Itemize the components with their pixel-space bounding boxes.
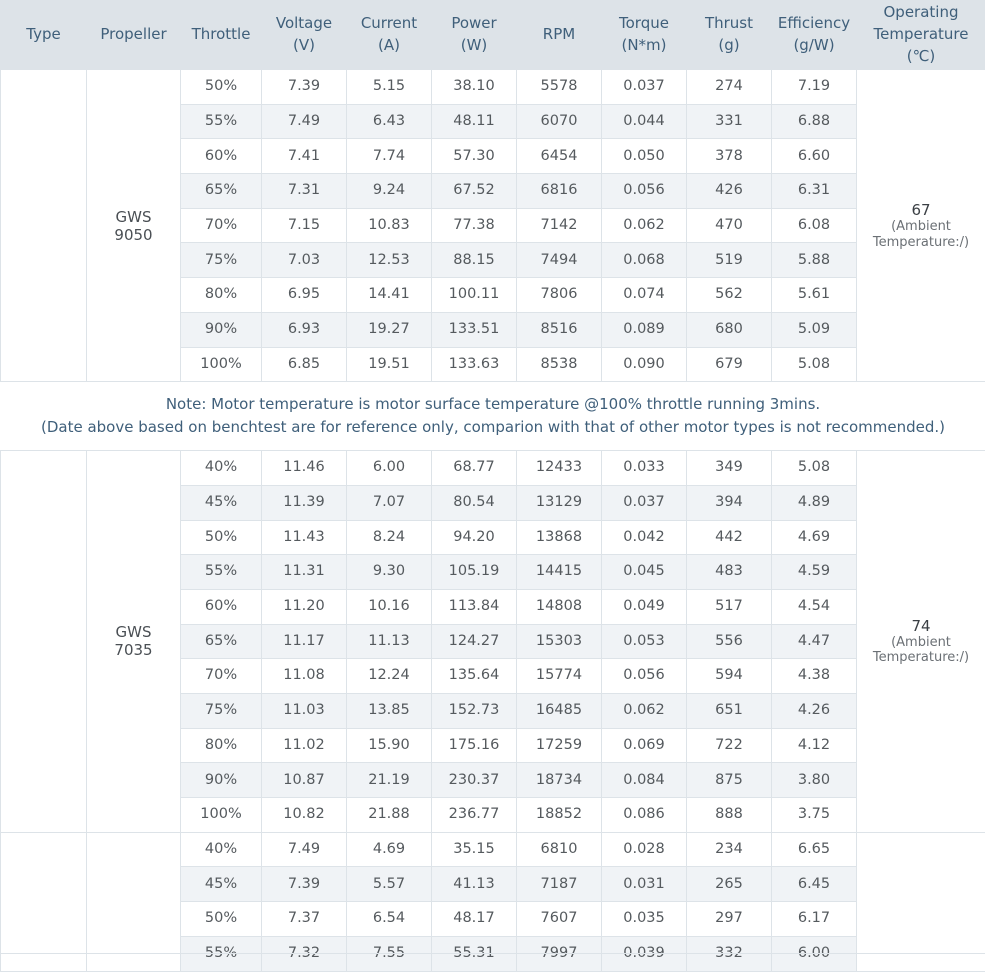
throttle-cell: 50% (181, 520, 262, 555)
power-cell: 124.27 (432, 624, 517, 659)
header-current-label: Current (347, 13, 431, 35)
voltage-cell: 11.43 (262, 520, 347, 555)
current-cell: 11.13 (347, 624, 432, 659)
power-cell: 94.20 (432, 520, 517, 555)
power-cell: 48.11 (432, 104, 517, 139)
rpm-cell: 7607 (517, 902, 602, 937)
throttle-cell: 60% (181, 589, 262, 624)
throttle-cell: 40% (181, 451, 262, 486)
throttle-cell: 45% (181, 867, 262, 902)
current-cell: 12.53 (347, 243, 432, 278)
voltage-cell: 11.31 (262, 555, 347, 590)
power-cell: 175.16 (432, 728, 517, 763)
ambient-temperature-label: Temperature:/) (857, 650, 985, 666)
power-cell: 236.77 (432, 798, 517, 833)
propeller-name-line: GWS (87, 623, 180, 641)
efficiency-cell: 4.38 (772, 659, 857, 694)
thrust-cell: 875 (687, 763, 772, 798)
rpm-cell: 7187 (517, 867, 602, 902)
throttle-cell: 75% (181, 694, 262, 729)
power-cell: 55.31 (432, 936, 517, 971)
current-cell: 7.74 (347, 139, 432, 174)
header-operating-temperature (857, 1, 985, 70)
type-cell (1, 832, 87, 971)
header-torque-unit: (N*m) (602, 35, 686, 57)
efficiency-cell: 6.00 (772, 936, 857, 971)
voltage-cell: 7.31 (262, 174, 347, 209)
efficiency-cell: 4.12 (772, 728, 857, 763)
thrust-cell: 378 (687, 139, 772, 174)
bottom-border (0, 953, 985, 954)
rpm-cell: 6454 (517, 139, 602, 174)
power-cell: 100.11 (432, 278, 517, 313)
rpm-cell: 13129 (517, 485, 602, 520)
power-cell: 48.17 (432, 902, 517, 937)
torque-cell: 0.045 (602, 555, 687, 590)
ambient-temperature-label: (Ambient (857, 635, 985, 651)
torque-cell: 0.039 (602, 936, 687, 971)
operating-temperature-cell (857, 451, 985, 833)
header-power (432, 1, 517, 70)
current-cell: 6.54 (347, 902, 432, 937)
throttle-cell: 80% (181, 728, 262, 763)
voltage-cell: 7.49 (262, 832, 347, 867)
voltage-cell: 11.20 (262, 589, 347, 624)
thrust-cell: 556 (687, 624, 772, 659)
efficiency-cell: 6.88 (772, 104, 857, 139)
ambient-temperature-label: (Ambient (857, 219, 985, 235)
voltage-cell: 7.49 (262, 104, 347, 139)
torque-cell: 0.056 (602, 659, 687, 694)
efficiency-cell: 4.47 (772, 624, 857, 659)
note-line-1: Note: Motor temperature is motor surface temperature @100% throttle running 3mins. (1, 393, 985, 416)
voltage-cell: 11.46 (262, 451, 347, 486)
thrust-cell: 442 (687, 520, 772, 555)
block-next-propeller (1, 832, 985, 971)
torque-cell: 0.053 (602, 624, 687, 659)
thrust-cell: 332 (687, 936, 772, 971)
torque-cell: 0.031 (602, 867, 687, 902)
efficiency-cell: 5.08 (772, 347, 857, 382)
header-current (347, 1, 432, 70)
voltage-cell: 11.02 (262, 728, 347, 763)
current-cell: 10.16 (347, 589, 432, 624)
thrust-cell: 265 (687, 867, 772, 902)
operating-temperature-cell (857, 70, 985, 382)
voltage-cell: 11.17 (262, 624, 347, 659)
current-cell: 7.55 (347, 936, 432, 971)
voltage-cell: 11.39 (262, 485, 347, 520)
power-cell: 41.13 (432, 867, 517, 902)
propeller-cell (87, 70, 181, 382)
rpm-cell: 6810 (517, 832, 602, 867)
throttle-cell: 55% (181, 936, 262, 971)
power-cell: 88.15 (432, 243, 517, 278)
torque-cell: 0.089 (602, 312, 687, 347)
throttle-cell: 60% (181, 139, 262, 174)
torque-cell: 0.049 (602, 589, 687, 624)
header-torque-label: Torque (602, 13, 686, 35)
thrust-cell: 594 (687, 659, 772, 694)
rpm-cell: 7142 (517, 208, 602, 243)
throttle-cell: 70% (181, 208, 262, 243)
torque-cell: 0.062 (602, 208, 687, 243)
throttle-cell: 80% (181, 278, 262, 313)
torque-cell: 0.090 (602, 347, 687, 382)
rpm-cell: 14808 (517, 589, 602, 624)
current-cell: 9.30 (347, 555, 432, 590)
torque-cell: 0.050 (602, 139, 687, 174)
ambient-temperature-label: Temperature:/) (857, 235, 985, 251)
torque-cell: 0.068 (602, 243, 687, 278)
header-power-label: Power (432, 13, 516, 35)
header-thrust-label: Thrust (687, 13, 771, 35)
header-type: Type (1, 1, 87, 70)
current-cell: 5.15 (347, 70, 432, 105)
voltage-cell: 11.08 (262, 659, 347, 694)
header-efficiency-unit: (g/W) (772, 35, 856, 57)
voltage-cell: 7.39 (262, 867, 347, 902)
throttle-cell: 90% (181, 312, 262, 347)
thrust-cell: 562 (687, 278, 772, 313)
current-cell: 12.24 (347, 659, 432, 694)
header-voltage (262, 1, 347, 70)
header-efficiency (772, 1, 857, 70)
thrust-cell: 274 (687, 70, 772, 105)
rpm-cell: 18852 (517, 798, 602, 833)
header-propeller: Propeller (87, 1, 181, 70)
thrust-cell: 470 (687, 208, 772, 243)
rpm-cell: 6816 (517, 174, 602, 209)
thrust-cell: 483 (687, 555, 772, 590)
efficiency-cell: 6.08 (772, 208, 857, 243)
table-header (1, 1, 985, 70)
power-cell: 152.73 (432, 694, 517, 729)
propeller-name-line: 7035 (87, 641, 180, 659)
throttle-cell: 50% (181, 902, 262, 937)
propeller-name-line: 9050 (87, 226, 180, 244)
note-cell (1, 382, 985, 451)
header-optemp-line2: Temperature (857, 24, 985, 46)
throttle-cell: 65% (181, 624, 262, 659)
thrust-cell: 349 (687, 451, 772, 486)
rpm-cell: 15303 (517, 624, 602, 659)
rpm-cell: 16485 (517, 694, 602, 729)
voltage-cell: 7.03 (262, 243, 347, 278)
thrust-cell: 519 (687, 243, 772, 278)
block-gws-7035 (1, 451, 985, 833)
power-cell: 68.77 (432, 451, 517, 486)
voltage-cell: 11.03 (262, 694, 347, 729)
power-cell: 35.15 (432, 832, 517, 867)
rpm-cell: 15774 (517, 659, 602, 694)
rpm-cell: 17259 (517, 728, 602, 763)
thrust-cell: 331 (687, 104, 772, 139)
rpm-cell: 18734 (517, 763, 602, 798)
header-throttle: Throttle (181, 1, 262, 70)
voltage-cell: 6.93 (262, 312, 347, 347)
current-cell: 8.24 (347, 520, 432, 555)
throttle-cell: 100% (181, 347, 262, 382)
rpm-cell: 7806 (517, 278, 602, 313)
note-line-2: (Date above based on benchtest are for reference only, comparion with that of other motor types is not recommended.) (1, 416, 985, 439)
efficiency-cell: 4.69 (772, 520, 857, 555)
thrust-cell: 722 (687, 728, 772, 763)
rpm-cell: 7494 (517, 243, 602, 278)
thrust-cell: 888 (687, 798, 772, 833)
header-thrust (687, 1, 772, 70)
table-row (1, 70, 985, 105)
throttle-cell: 75% (181, 243, 262, 278)
torque-cell: 0.028 (602, 832, 687, 867)
torque-cell: 0.042 (602, 520, 687, 555)
table-row (1, 451, 985, 486)
note-section (1, 382, 985, 451)
rpm-cell: 6070 (517, 104, 602, 139)
throttle-cell: 70% (181, 659, 262, 694)
thrust-cell: 651 (687, 694, 772, 729)
efficiency-cell: 6.45 (772, 867, 857, 902)
propeller-cell (87, 451, 181, 833)
efficiency-cell: 4.26 (772, 694, 857, 729)
type-cell (1, 451, 87, 833)
efficiency-cell: 4.59 (772, 555, 857, 590)
header-thrust-unit: (g) (687, 35, 771, 57)
block-gws-9050 (1, 70, 985, 382)
current-cell: 6.00 (347, 451, 432, 486)
thrust-cell: 234 (687, 832, 772, 867)
throttle-cell: 45% (181, 485, 262, 520)
efficiency-cell: 7.19 (772, 70, 857, 105)
voltage-cell: 7.39 (262, 70, 347, 105)
rpm-cell: 8538 (517, 347, 602, 382)
rpm-cell: 12433 (517, 451, 602, 486)
throttle-cell: 40% (181, 832, 262, 867)
power-cell: 67.52 (432, 174, 517, 209)
efficiency-cell: 3.80 (772, 763, 857, 798)
throttle-cell: 50% (181, 70, 262, 105)
header-torque (602, 1, 687, 70)
rpm-cell: 13868 (517, 520, 602, 555)
table-row (1, 832, 985, 867)
torque-cell: 0.086 (602, 798, 687, 833)
thrust-cell: 679 (687, 347, 772, 382)
thrust-cell: 517 (687, 589, 772, 624)
rpm-cell: 5578 (517, 70, 602, 105)
throttle-cell: 65% (181, 174, 262, 209)
rpm-cell: 8516 (517, 312, 602, 347)
current-cell: 13.85 (347, 694, 432, 729)
current-cell: 15.90 (347, 728, 432, 763)
rpm-cell: 14415 (517, 555, 602, 590)
type-cell (1, 70, 87, 382)
efficiency-cell: 6.17 (772, 902, 857, 937)
header-rpm: RPM (517, 1, 602, 70)
current-cell: 19.27 (347, 312, 432, 347)
header-current-unit: (A) (347, 35, 431, 57)
current-cell: 7.07 (347, 485, 432, 520)
rpm-cell: 7997 (517, 936, 602, 971)
efficiency-cell: 3.75 (772, 798, 857, 833)
voltage-cell: 7.41 (262, 139, 347, 174)
torque-cell: 0.037 (602, 485, 687, 520)
header-power-unit: (W) (432, 35, 516, 57)
voltage-cell: 6.85 (262, 347, 347, 382)
header-optemp-line1: Operating (857, 2, 985, 24)
torque-cell: 0.062 (602, 694, 687, 729)
current-cell: 4.69 (347, 832, 432, 867)
thrust-cell: 426 (687, 174, 772, 209)
thrust-cell: 680 (687, 312, 772, 347)
voltage-cell: 7.15 (262, 208, 347, 243)
efficiency-cell: 5.08 (772, 451, 857, 486)
efficiency-cell: 5.61 (772, 278, 857, 313)
power-cell: 105.19 (432, 555, 517, 590)
current-cell: 6.43 (347, 104, 432, 139)
propeller-cell (87, 832, 181, 971)
power-cell: 38.10 (432, 70, 517, 105)
operating-temperature-value: 74 (857, 617, 985, 635)
efficiency-cell: 5.88 (772, 243, 857, 278)
efficiency-cell: 4.54 (772, 589, 857, 624)
current-cell: 5.57 (347, 867, 432, 902)
header-efficiency-label: Efficiency (772, 13, 856, 35)
current-cell: 21.88 (347, 798, 432, 833)
power-cell: 113.84 (432, 589, 517, 624)
power-cell: 77.38 (432, 208, 517, 243)
power-cell: 133.63 (432, 347, 517, 382)
power-cell: 135.64 (432, 659, 517, 694)
current-cell: 19.51 (347, 347, 432, 382)
torque-cell: 0.037 (602, 70, 687, 105)
current-cell: 10.83 (347, 208, 432, 243)
voltage-cell: 7.37 (262, 902, 347, 937)
torque-cell: 0.069 (602, 728, 687, 763)
throttle-cell: 100% (181, 798, 262, 833)
thrust-cell: 394 (687, 485, 772, 520)
operating-temperature-cell (857, 832, 985, 971)
header-voltage-label: Voltage (262, 13, 346, 35)
torque-cell: 0.084 (602, 763, 687, 798)
current-cell: 14.41 (347, 278, 432, 313)
torque-cell: 0.044 (602, 104, 687, 139)
power-cell: 133.51 (432, 312, 517, 347)
voltage-cell: 7.32 (262, 936, 347, 971)
efficiency-cell: 4.89 (772, 485, 857, 520)
current-cell: 21.19 (347, 763, 432, 798)
thrust-cell: 297 (687, 902, 772, 937)
propeller-name-line: GWS (87, 208, 180, 226)
efficiency-cell: 6.65 (772, 832, 857, 867)
power-cell: 57.30 (432, 139, 517, 174)
throttle-cell: 55% (181, 555, 262, 590)
voltage-cell: 10.82 (262, 798, 347, 833)
efficiency-cell: 6.60 (772, 139, 857, 174)
header-voltage-unit: (V) (262, 35, 346, 57)
header-optemp-unit: (℃) (857, 46, 985, 68)
current-cell: 9.24 (347, 174, 432, 209)
torque-cell: 0.056 (602, 174, 687, 209)
voltage-cell: 10.87 (262, 763, 347, 798)
torque-cell: 0.033 (602, 451, 687, 486)
efficiency-cell: 6.31 (772, 174, 857, 209)
power-cell: 230.37 (432, 763, 517, 798)
throttle-cell: 90% (181, 763, 262, 798)
voltage-cell: 6.95 (262, 278, 347, 313)
throttle-cell: 55% (181, 104, 262, 139)
torque-cell: 0.074 (602, 278, 687, 313)
efficiency-cell: 5.09 (772, 312, 857, 347)
operating-temperature-value: 67 (857, 201, 985, 219)
power-cell: 80.54 (432, 485, 517, 520)
torque-cell: 0.035 (602, 902, 687, 937)
